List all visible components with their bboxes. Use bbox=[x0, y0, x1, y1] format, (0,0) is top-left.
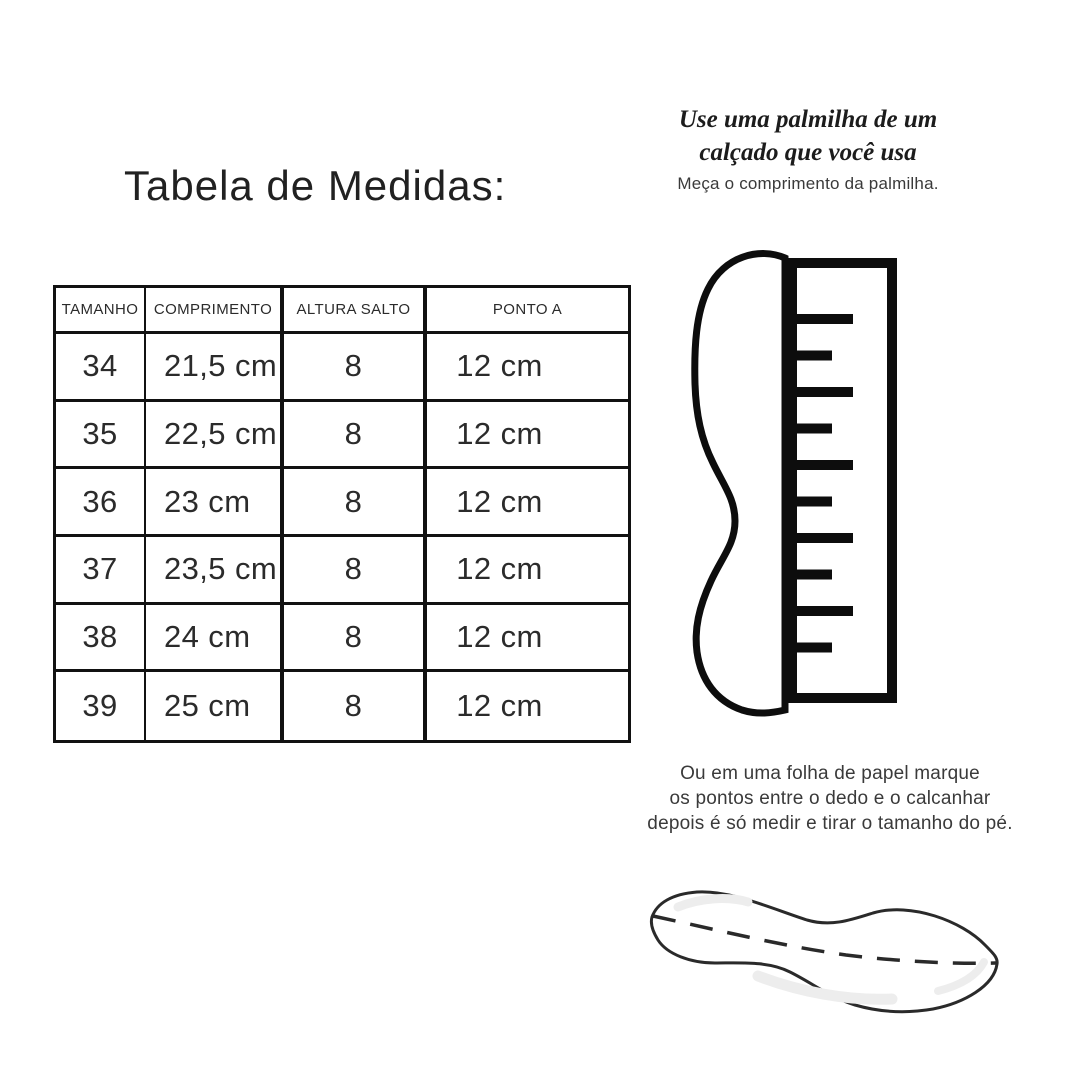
col-header-ponto-a: PONTO A bbox=[427, 288, 628, 334]
cell-altura-salto: 8 bbox=[284, 469, 427, 537]
page-title: Tabela de Medidas: bbox=[124, 162, 507, 209]
cell-ponto-a: 12 cm bbox=[427, 605, 628, 673]
cell-comprimento: 21,5 cm bbox=[146, 334, 284, 402]
cell-comprimento: 24 cm bbox=[146, 605, 284, 673]
cell-comprimento: 25 cm bbox=[146, 672, 284, 740]
cell-ponto-a: 12 cm bbox=[427, 537, 628, 605]
ruler-icon bbox=[792, 263, 892, 698]
dashed-measure-line bbox=[653, 916, 996, 963]
measure-tip-block bbox=[628, 103, 988, 194]
cell-altura-salto: 8 bbox=[284, 605, 427, 673]
cell-altura-salto: 8 bbox=[284, 672, 427, 740]
cell-tamanho: 34 bbox=[56, 334, 146, 402]
cell-comprimento: 23 cm bbox=[146, 469, 284, 537]
cell-ponto-a: 12 cm bbox=[427, 334, 628, 402]
cell-comprimento: 22,5 cm bbox=[146, 402, 284, 470]
paper-tip-line2: os pontos entre o dedo e o calcanhar bbox=[669, 788, 991, 809]
cell-tamanho: 36 bbox=[56, 469, 146, 537]
cell-tamanho: 38 bbox=[56, 605, 146, 673]
paper-tip-block bbox=[618, 761, 1042, 836]
measure-tip-subtext: Meça o comprimento da palmilha. bbox=[677, 174, 939, 193]
ruler-ticks bbox=[797, 319, 853, 648]
col-header-tamanho: TAMANHO bbox=[56, 288, 146, 334]
col-header-altura-salto: ALTURA SALTO bbox=[284, 288, 427, 334]
cell-tamanho: 37 bbox=[56, 537, 146, 605]
cell-ponto-a: 12 cm bbox=[427, 469, 628, 537]
insole-outline-dashed-icon bbox=[651, 892, 997, 1012]
size-table bbox=[53, 285, 631, 743]
insole-side-outline bbox=[695, 254, 785, 714]
cell-tamanho: 35 bbox=[56, 402, 146, 470]
cell-comprimento: 23,5 cm bbox=[146, 537, 284, 605]
paper-tip-line3: depois é só medir e tirar o tamanho do pé. bbox=[647, 813, 1013, 834]
cell-ponto-a: 12 cm bbox=[456, 688, 543, 724]
cell-tamanho: 39 bbox=[56, 672, 146, 740]
insole-with-ruler-icon bbox=[695, 254, 892, 714]
measure-tip-heading-line2: calçado que você usa bbox=[699, 139, 917, 166]
col-header-comprimento: COMPRIMENTO bbox=[146, 288, 284, 334]
cell-altura-salto: 8 bbox=[284, 537, 427, 605]
footprint-shading bbox=[678, 899, 984, 1000]
measure-tip-heading-line1: Use uma palmilha de um bbox=[678, 106, 938, 133]
footprint-outline bbox=[651, 892, 997, 1012]
cell-ponto-a: 12 cm bbox=[427, 402, 628, 470]
cell-altura-salto: 8 bbox=[284, 334, 427, 402]
cell-altura-salto: 8 bbox=[284, 402, 427, 470]
paper-tip-line1: Ou em uma folha de papel marque bbox=[680, 763, 980, 784]
